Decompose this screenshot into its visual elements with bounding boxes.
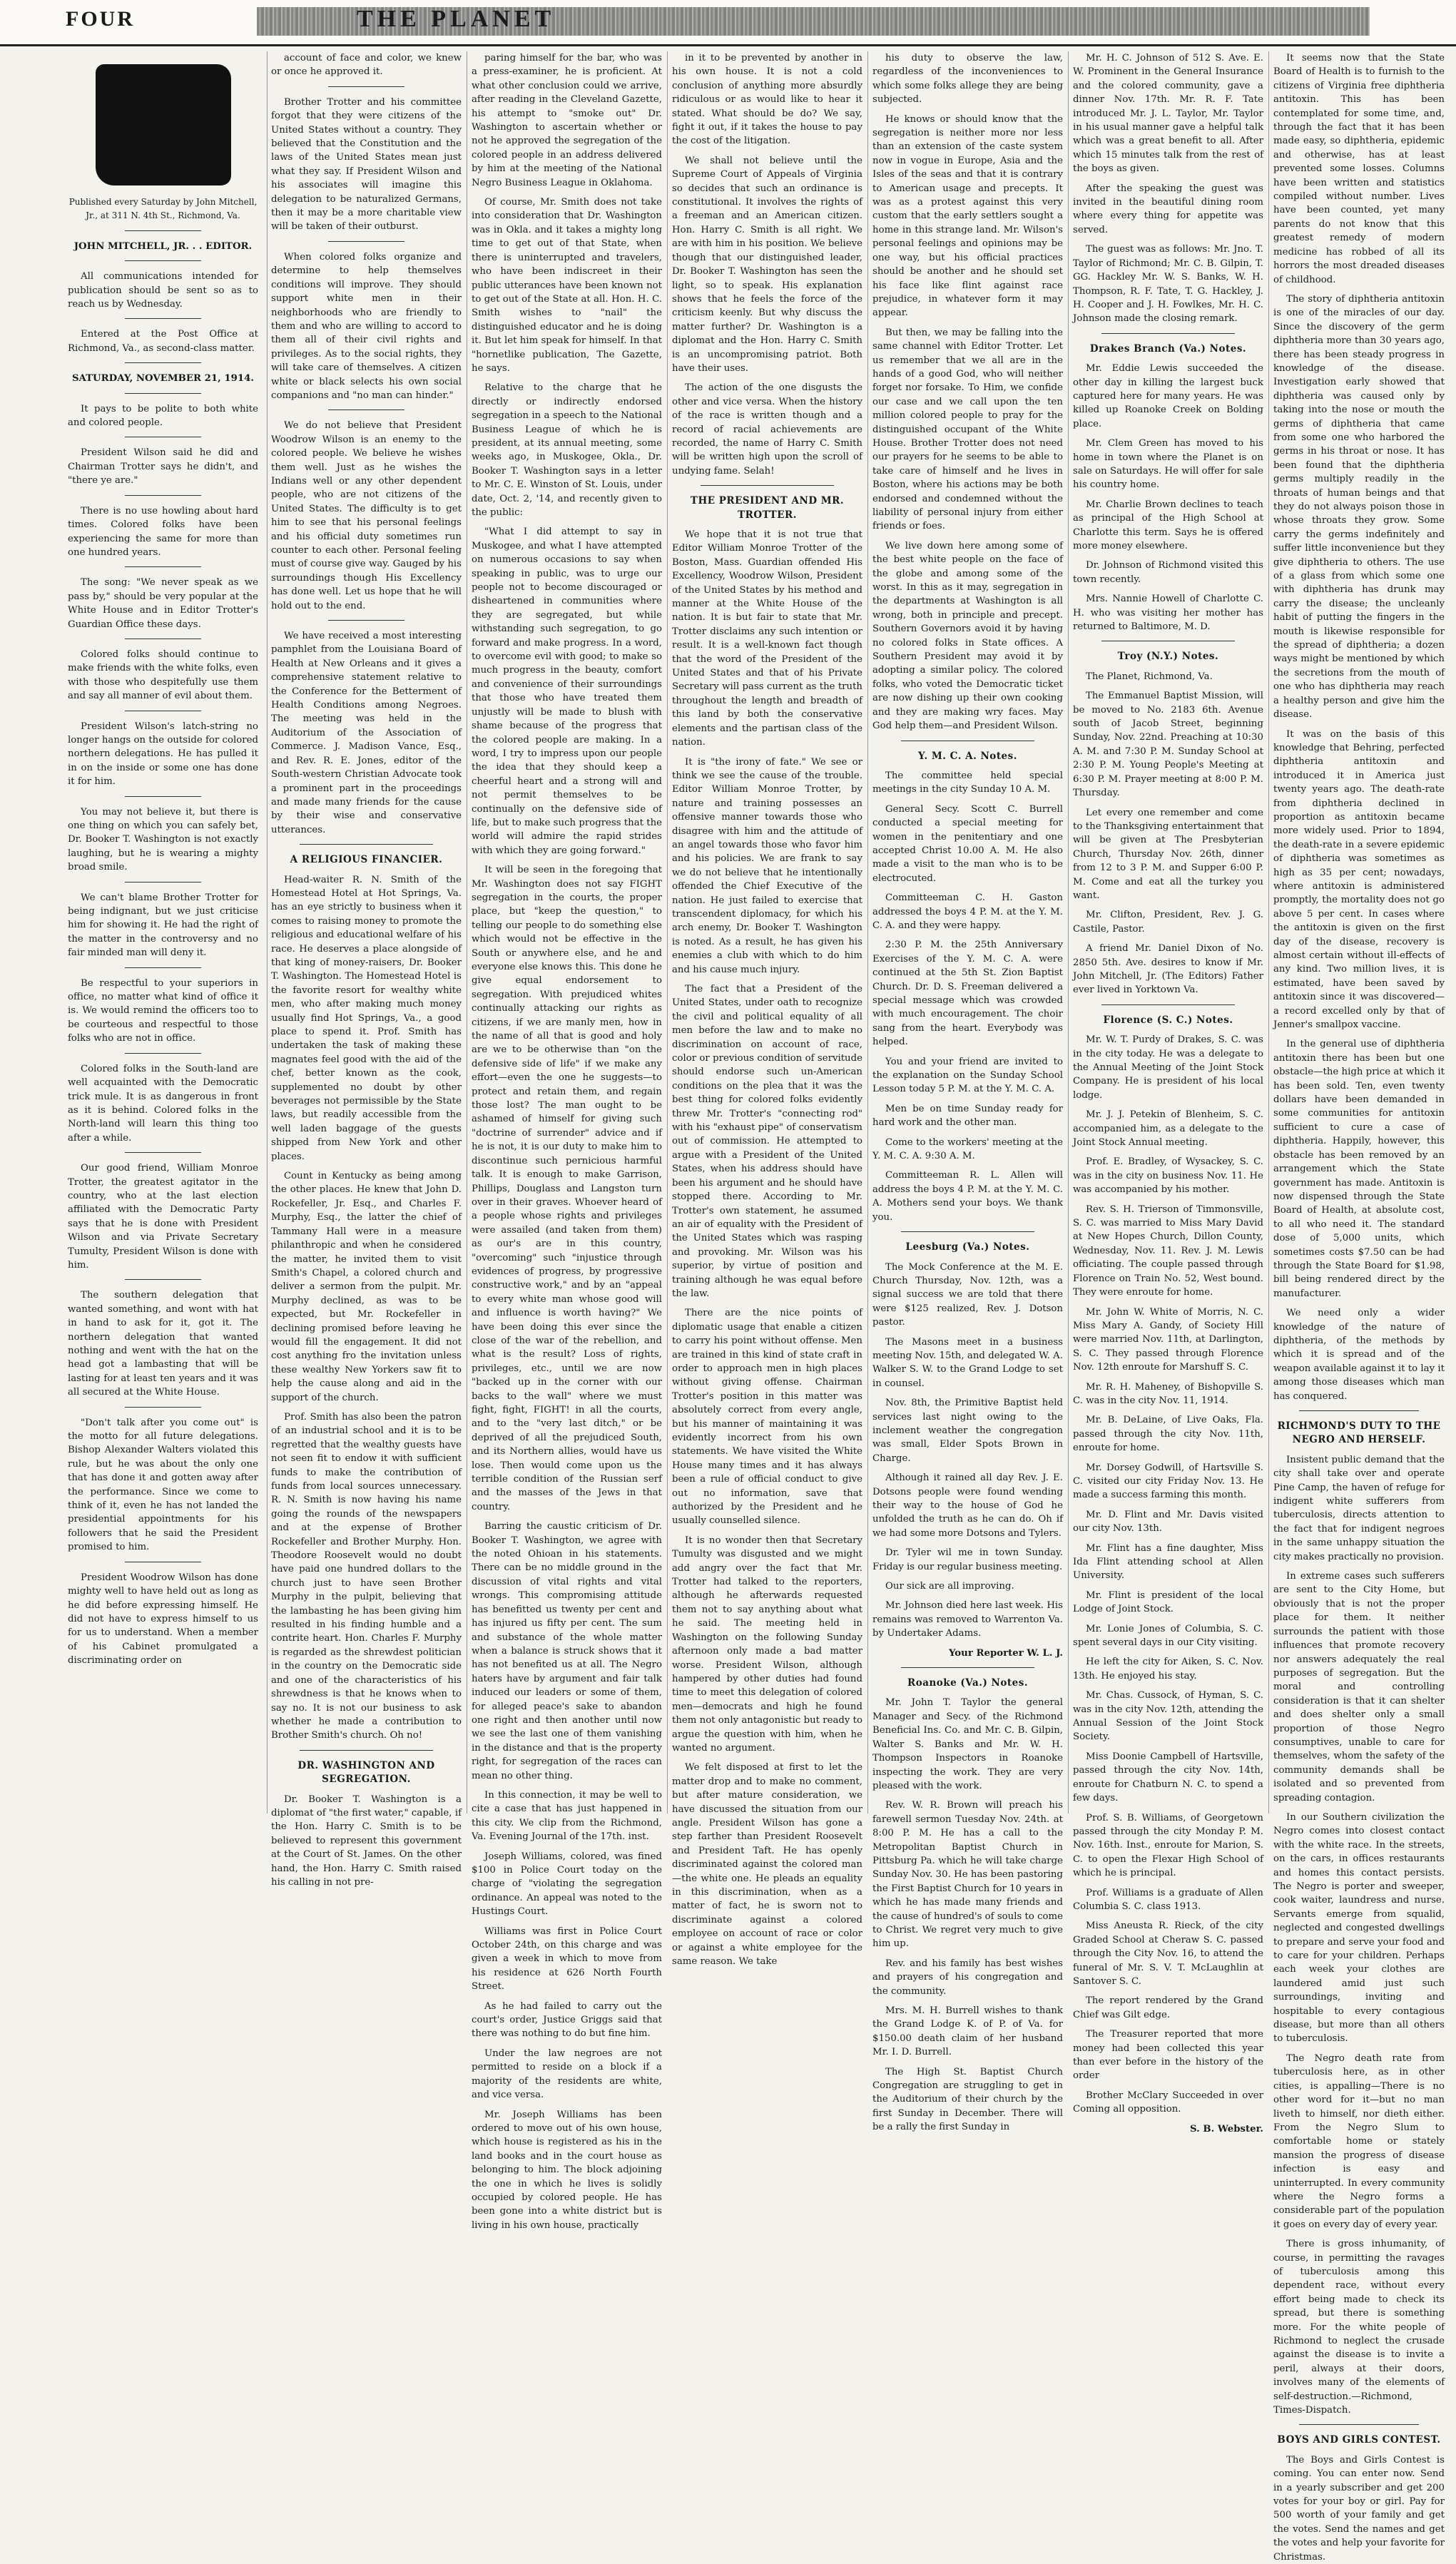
paragraph: We have received a most interesting pamphlet from the Louisiana Board of Health at New Orleans and it gives a comprehensive statement relative to the Conference for the Betterment of Health Conditions among Negroes. The meeting was held in the Auditorium of the Association of Commerce. J. Madison Vance, Esq., and Rev. R. E. Jones, editor of the South-western Christian Advocate took a prominent part in the proceedings and made many friends for the cause by their wise and conservative utterances.: [271, 631, 462, 835]
paragraph: The High St. Baptist Church Congregation are struggling to get in the Auditorium of their church by the first Sunday in December. There will be a rally the first Sunday in: [872, 2066, 1063, 2133]
divider: [328, 620, 404, 621]
paragraph: The story of diphtheria antitoxin is one of the miracles of our day. Since the discovery of the germ diphtheria more than 30 years ago, there has been steady progress in knowledge of the disease. Investigation early showed that diphtheria was caused only by taking into the nose or mouth the germs of diphtheria that came from some one who harbored the germs in his throat or nose. It has been found that the diphtheria germs multiply readily in the throats of human beings and that they do not always poison those in whose throats they grow. Some carry the germs indefinitely and suffer little inconvenience but they give diphtheria to others. The use of a glass from which some one with diphtheria has drunk may carry the disease; the uncleanly habit of putting the fingers in the mouth is likewise responsible for the spread of diphtheria; a dozen ways might be mentioned by which the secretions from the mouth of one who has diphtheria may reach a healthy person and give him the disease.: [1273, 293, 1445, 721]
paragraph: President Wilson said he did and Chairman Trotter says he didn't, and "there ye are.": [68, 447, 258, 487]
paragraph: Men be on time Sunday ready for hard work and the other man.: [872, 1103, 1063, 1129]
masthead-ink-blot: [96, 64, 231, 185]
paragraph: Come to the workers' meeting at the Y. M. C. A. 9:30 A. M.: [872, 1136, 1063, 1162]
paragraph: Barring the caustic criticism of Dr. Booker T. Washington, we agree with the noted Ohioan in his statements. There can be no middle ground in the discussion of vital rights and vital wrongs. This compromising attitude has benefitted us twenty per cent and has injured us fifty per cent. The sum and substance of the whole matter when a balance is struck shows that it has not benefited us at all. The Negro haters have by argument and fair talk induced our leaders or some of them, for alleged peace's sake to abandon one right and then another until now we see the last one of them vanishing in the distance and that is the property right, for segregation of the races can mean no other thing.: [472, 1521, 662, 1781]
article-heading: Drakes Branch (Va.) Notes.: [1089, 342, 1247, 355]
paragraph: We felt disposed at first to let the matter drop and to make no comment, but after mature consideration, we have discussed the situation from our angle. President Wilson has gone a step farther than President Roosevelt and President Taft. He has openly discriminated against the colored man—the white one. He pleads an equality in this discrimination, when as a matter of fact, he is sworn not to discriminate against a colored employee on account of race or color or against a white employee for the same reason. We take: [672, 1762, 862, 1968]
editor-line: JOHN MITCHELL, JR. . . EDITOR.: [73, 240, 253, 252]
divider: [125, 1407, 201, 1408]
paragraph: The guest was as follows: Mr. Jno. T. Taylor of Richmond; Mr. C. B. Gilpin, T. GG. Hackley Mr. W. S. Banks, W. H. Thompson, R. F. Tate, T. G. Hackley, J. H. Cooper and J. H. Fowlkes, Mr. H. C. Johnson made the closing remark.: [1073, 244, 1263, 325]
paragraph: "Don't talk after you come out" is the motto for all future delegations. Bishop Alexander Walters violated this rule, but he was about the only one that has done it and gotten away after the performance. Since we come to think of it, even he has not landed the presidential appointments for his followers that he said the President promised to him.: [68, 1417, 258, 1553]
paragraph: In extreme cases such sufferers are sent to the City Home, but obviously that is not the proper place for them. It neither surrounds the patient with those influences that promote recovery nor answers adequately the real purposes of segregation. But the moral and controlling consideration is that it can shelter and does shelter only a small proportion of those Negro consumptives, unable to care for themselves, whom the safety of the community demands shall be isolated and so prevented from spreading contagion.: [1273, 1571, 1445, 1804]
divider: [901, 1667, 1034, 1668]
paragraph: In the general use of diphtheria antitoxin there has been but one obstacle—the high price at which it has been sold. Ten, even twenty dollars have been demanded in some communities for antitoxin sufficient to cure a case of diphtheria. Happily, however, this obstacle has been removed by an arrangement which the State government has made. Antitoxin is now dispensed through the State Board of Health, at absolute cost, to all who need it. The standard dose of 5,000 units, which sometimes costs $7.50 can be had through the State Board for $1.98, bill being rendered direct by the manufacturer.: [1273, 1039, 1445, 1299]
paragraph: Insistent public demand that the city shall take over and operate Pine Camp, the haven of refuge for indigent white sufferers from tuberculosis, directs attention to the fact that for indigent negroes in the same unhappy situation the city makes practically no provision.: [1273, 1454, 1445, 1562]
paragraph: Colored folks should continue to make friends with the white folks, even with those who despitefully use them and say all manner of evil about them.: [68, 648, 258, 702]
paragraph: Committeeman C. H. Gaston addressed the boys 4 P. M. at the Y. M. C. A. and they were happy.: [872, 892, 1063, 931]
paragraph: Rev. W. R. Brown will preach his farewell sermon Tuesday Nov. 24th. at 8:00 P. M. He has a call to the Metropolitan Baptist Church in Pittsburg Pa. which he will take charge Sunday Nov. 30. He has been pastoring the First Baptist Church for 10 years in which he has made many friends and the cause of hundred's of souls to come to Christ. We regret very much to give him up.: [872, 1800, 1064, 1950]
paragraph: Mr. R. H. Maheney, of Bishopville S. C. was in the city Nov. 11, 1914.: [1073, 1381, 1263, 1406]
article-heading: Leesburg (Va.) Notes.: [905, 1241, 1030, 1253]
entered-line: Entered at the Post Office at Richmond, Va., as second-class matter.: [68, 329, 258, 354]
publisher-line: Published every Saturday by John Mitchell, Jr., at 311 N. 4th St., Richmond, Va.: [68, 197, 258, 221]
paragraph: Prof. Williams is a graduate of Allen Columbia S. C. class 1913.: [1073, 1887, 1263, 1912]
paragraph: Dr. Booker T. Washington is a diplomat of "the first water," capable, if the Hon. Harry C. Smith is to be believed to represent this government at the Court of St. James. On the other hand, the Hon. Harry C. Smith raised his calling in not pre-: [271, 1794, 462, 1888]
divider: [901, 1231, 1034, 1232]
divider: [125, 796, 201, 797]
signature: Your Reporter W. L. J.: [948, 1647, 1063, 1659]
divider: [125, 393, 201, 394]
paragraph: The Boys and Girls Contest is coming. You can enter now. Send in a yearly subscriber and get 200 votes for your boy or girl. Pay for 500 worth of your family and get the votes. Send the names and get the votes and help your favorite for Christmas.: [1273, 2454, 1445, 2563]
paragraph: In this connection, it may be well to cite a case that has just happened in this city. We clip from the Richmond, Va. Evening Journal of the 17th. inst.: [472, 1789, 662, 1843]
paragraph: The fact that a President of the United States, under oath to recognize the civil and political equality of all men before the law and to make no discrimination on account of race, color or previous condition of servitude should endorse such un-American conditions on the plea that it was the best thing for colored folks evidently threw Mr. Trotter's "connecting rod" with his "exhaust pipe" of conservatism out of commission. He attempted to argue with a President of the United States, when his address should have been his argument and he should have stopped there. According to Mr. Trotter's own statement, he assumed an air of equality with the President of the United States which was rasping and provoking. Mr. Wilson was his superior, by virtue of position and training although he was equal before the law.: [672, 984, 862, 1299]
paragraph: in it to be prevented by another in his own house. It is not a cold conclusion of anything more absurdly ridiculous or as would like to hear it stated. What should be do? We say, fight it out, if it takes the house to pay the cost of the litigation.: [672, 53, 862, 147]
divider: [125, 260, 201, 261]
paragraph: "What I did attempt to say in Muskogee, and what I have attempted on numerous occasions to say when speaking in public, was to urge our people not to become discouraged or disheartened in communities where they are segregated, but while withstanding such segregation, to go forward and make progress. In a word, to overcome evil with good; to make so much progress in the beauty, comfort and convenience of their surroundings that those who have treated them unjustly will be made to blush with shame because of the progress that the colored people are making. In a word, I try to impress upon our people the idea that they should keep a cheerful heart and a strong will and not permit themselves to be continually on the defensive side of life, but to make such progress that the world will admire the rapid strides with which they are going forward.": [472, 526, 662, 856]
paragraph: Brother McClary Succeeded in over Coming all opposition.: [1073, 2090, 1263, 2115]
paragraph: Rev. S. H. Trierson of Timmonsville, S. C. was married to Miss Mary David at New Hopes Church, Dillon County, Wednesday, Nov. 11. Rev. J. M. Lewis officiating. The couple passed through Florence on Train No. 52, West bound. They were enroute for home.: [1073, 1204, 1263, 1298]
paragraph: But then, we may be falling into the same channel with Editor Trotter. Let us remember that we all are in the hands of a good God, who will neither forget nor forsake. To Him, we confide our case and we call upon the ten million colored people to pray for the distinguished occupant of the White House. Brother Trotter does not need our prayers for he seems to be able to take care of himself and he lives in Boston, where his actions may be both endorsed and condemned without the liability of personal injury from either friends or foes.: [872, 327, 1063, 532]
paragraph: There is no use howling about hard times. Colored folks have been experiencing the same for more than one hundred years.: [68, 505, 258, 558]
paragraph: Rev. and his family has best wishes and prayers of his congregation and the community.: [872, 1958, 1063, 1997]
paragraph: Mr. Clifton, President, Rev. J. G. Castile, Pastor.: [1073, 910, 1263, 935]
paragraph: When colored folks organize and determine to help themselves conditions will improve. They should support white men in their neighborhoods who are friendly to them and who are willing to accord to them all of their civil rights and privileges. As to the social rights, they will take care of themselves. A citizen white or black selects his own social companions and "no man can hinder.": [271, 251, 462, 401]
paragraph: Committeeman R. L. Allen will address the boys 4 P. M. at the Y. M. C. A. Mothers send your boys. We thank you.: [872, 1170, 1063, 1223]
column-divider: [667, 51, 668, 1813]
divider: [1299, 2424, 1419, 2425]
article-heading: THE PRESIDENT AND MR. TROTTER.: [690, 495, 845, 521]
paragraph: There is gross inhumanity, of course, in permitting the ravages of tuberculosis among this dependent race, without every effort being made to check its spread, but there is something more. For the white people of Richmond to neglect the crusade against the disease is to invite a peril, always at their doors, involves many of the elements of self-destruction.—Richmond, Times-Dispatch.: [1273, 2239, 1445, 2416]
divider: [125, 566, 201, 567]
paragraph: Brother Trotter and his committee forgot that they were citizens of the United States without a country. They believed that the Constitution and the laws of the United States mean just what they say. If President Wilson and his associates will imagine this delegation to be naturalized Germans, then it may be a more charitable view will be taken of their outburst.: [271, 96, 462, 233]
divider: [1299, 1410, 1419, 1411]
paragraph: Mrs. M. H. Burrell wishes to thank the Grand Lodge K. of P. of Va. for $150.00 death claim of her husband Mr. I. D. Burrell.: [872, 2005, 1063, 2058]
paragraph: You may not believe it, but there is one thing on which you can safely bet, Dr. Booker T. Washington is not exactly laughing, but he is wearing a mighty broad smile.: [68, 806, 258, 873]
paragraph: The southern delegation that wanted something, and wont with hat in hand to ask for it, got it. The northern delegation that wanted nothing and went with the hat on the head got a lambasting that will be lasting for at least ten years and it was all secured at the White House.: [68, 1290, 258, 1398]
paragraph: Head-waiter R. N. Smith of the Homestead Hotel at Hot Springs, Va. has an eye strictly to business when it comes to raising money to promote the religious and educational welfare of his race. He deserves a place alongside of that king of money-raisers, Dr. Booker T. Washington. The Homestead Hotel is the favorite resort for wealthy white men, who after making much money usually find Hot Springs, Va., a good place to spend it. Prof. Smith has undertaken the task of making these magnates feel good with the aid of the chef, better known as the cook, supplemented no doubt by other beverages not permissible by the State laws, but readily accessible from the well laden baggage of the guests shipped from New York and other places.: [271, 874, 462, 1162]
newspaper-name: THE PLANET: [357, 6, 556, 32]
paragraph: Dr. Tyler wil me in town Sunday. Friday is our regular business meeting.: [872, 1547, 1063, 1572]
paragraph: The Emmanuel Baptist Mission, will be moved to No. 2183 6th. Avenue south of Jacob Street, beginning Sunday, Nov. 22nd. Preaching at 10:30 A. M. and 7:30 P. M. Sunday School at 2:30 P. M. Young People's Meeting at 6:30 P. M. Prayer meeting at 8:00 P. M. Thursday.: [1073, 691, 1263, 799]
column-divider: [1268, 51, 1269, 1813]
column-divider: [267, 51, 268, 1813]
paragraph: General Secy. Scott C. Burrell conducted a special meeting for women in the penitentiary and one accepted Christ 10.00 A. M. He also made a visit to the man who is to be electrocuted.: [872, 803, 1063, 884]
column-6: [1073, 51, 1263, 2135]
paragraph: After the speaking the guest was invited in the beautiful dining room where every thing for appetite was served.: [1073, 183, 1263, 235]
paragraph: In our Southern civilization the Negro comes into closest contact with the white race. In the streets, on the cars, in offices restaurants and homes this contact persists. The Negro is porter and sweeper, cook waiter, laundress and nurse. Servants emerge from squalid, neglected and congested dwellings to prepare and serve your food and to care for your children. Perhaps each week your clothes are laundered amid just such surroundings, inviting and hospitable to every contagious disease, but more than all others to tuberculosis.: [1273, 1811, 1445, 2045]
paragraph: Mr. Charlie Brown declines to teach as principal of the High School at Charlotte this term. Says he is offered more money elsewhere.: [1073, 499, 1263, 551]
paragraph: Nov. 8th, the Primitive Baptist held services last night owing to the inclement weather the congregation was small, Elder Spots Brown in Charge.: [872, 1398, 1063, 1464]
paragraph: You and your friend are invited to the explanation on the Sunday School Lesson today 5 P. M. at the Y. M. C. A.: [872, 1056, 1063, 1095]
article-heading: Florence (S. C.) Notes.: [1103, 1014, 1233, 1026]
paragraph: Although it rained all day Rev. J. E. Dotsons people were found wending their way to the house of God he unfolded the truth as he can do. Oh if we had some more Dotsons and Tylers.: [872, 1472, 1063, 1539]
paragraph: The committee held special meetings in the city Sunday 10 A. M.: [872, 770, 1063, 795]
paragraph: We hope that it is not true that Editor William Monroe Trotter of the Boston, Mass. Guardian offended His Excellency, Woodrow Wilson, President of the United States by his method and manner at the White House of the nation. It is but fair to state that Mr. Trotter disclaims any such intention or result. It is a well-known fact though that the word of the President of the United States and that of his Private Secretary will pass current as the truth throughout the length and breadth of this land by both the conservative elements and the partisan class of the nation.: [672, 529, 862, 748]
paragraph: Mr. W. T. Purdy of Drakes, S. C. was in the city today. He was a delegate to the Annual Meeting of the Joint Stock Company. He is president of his local lodge.: [1073, 1034, 1263, 1101]
paragraph: The Negro death rate from tuberculosis here, as in other cities, is appalling—There is no other word for it—but no man liveth to himself, nor dieth either. From the Negro Slum to comfortable home or stately mansion the progress of disease infection is easy and uninterrupted. In every community where the Negro forms a considerable part of the population it goes on every day of every year.: [1273, 2052, 1445, 2230]
paragraph: Mr. Eddie Lewis succeeded the other day in killing the largest buck captured here for many years. He was killed up Roanoke Creek on Bolding place.: [1073, 363, 1263, 429]
divider: [300, 1750, 433, 1751]
paragraph: Mrs. Nannie Howell of Charlotte C. H. who was visiting her mother has returned to Baltimore, M. D.: [1073, 594, 1263, 633]
article-heading: A RELIGIOUS FINANCIER.: [290, 854, 443, 866]
paragraph: A friend Mr. Daniel Dixon of No. 2850 5th. Ave. desires to know if Mr. John Mitchell, Jr. (The Editors) Father ever lived in Yorktown Va.: [1073, 943, 1263, 996]
article-heading: Troy (N.Y.) Notes.: [1117, 651, 1219, 663]
paragraph: There are the nice points of diplomatic usage that enable a citizen to carry his point without offense. Men are trained in this kind of state craft in order to approach men in high places without giving offense. Chairman Trotter's position in this matter was absolutely correct from every angle, but his manner of maintaining it was evidently incorrect from his own statements. We have visited the White House many times and it has always been a rule of official conduct to give out no information, save that authorized by the President and he usually counselled silence.: [672, 1308, 862, 1527]
paragraph: Prof. S. B. Williams, of Georgetown passed through the city Monday P. M. Nov. 16th. Inst., enroute for Marion, S. C. to open the Flexar High School of which he is principal.: [1073, 1812, 1263, 1879]
paragraph: It pays to be polite to both white and colored people.: [68, 403, 258, 429]
paragraph: It is no wonder then that Secretary Tumulty was disgusted and we might add angry over the fact that Mr. Trotter had talked to the reporters, although he afterwards requested them not to say anything about what he said. The meeting held in Washington on the following Sunday afternoon only made a bad matter worse. President Wilson, although hampered by other duties had found time to meet this delegation of colored men—democrats and high he found them not only antagonistic but ready to argue the question with him, when he wanted no argument.: [672, 1535, 862, 1754]
paragraph: Our good friend, William Monroe Trotter, the greatest agitator in the country, who at the last election affiliated with the Democratic Party says that he is done with President Wilson and via Private Secretary Tumulty, President Wilson is done with him.: [68, 1163, 258, 1271]
article-heading: BOYS AND GIRLS CONTEST.: [1277, 2434, 1441, 2446]
article-heading: Y. M. C. A. Notes.: [918, 750, 1017, 762]
divider: [125, 362, 201, 363]
paragraph: Mr. H. C. Johnson of 512 S. Ave. E. W. Prominent in the General Insurance and the colored community, gave a dinner Nov. 17th. Mr. R. F. Tate introduced Mr. J. L. Taylor, Mr. Taylor in his usual manner gave a helpful talk which was a great benefit to all. After which 15 minutes talk from the rest of the boys as given.: [1073, 53, 1263, 175]
paragraph: Miss Doonie Campbell of Hartsville, passed through the city Nov. 14th, enroute for Chatburn N. C. to spend a few days.: [1073, 1751, 1263, 1804]
article-heading: Roanoke (Va.) Notes.: [907, 1677, 1029, 1689]
paragraph: The Masons meet in a business meeting Nov. 15th, and delegated W. A. Walker S. W. to the Grand Lodge to set in counsel.: [872, 1336, 1063, 1389]
paragraph: Our sick are all improving.: [885, 1581, 1014, 1592]
paragraph: Mr. D. Flint and Mr. Davis visited our city Nov. 13th.: [1073, 1509, 1263, 1535]
issue-date: SATURDAY, NOVEMBER 21, 1914.: [71, 373, 255, 385]
divider: [125, 1152, 201, 1153]
paragraph: Colored folks in the South-land are well acquainted with the Democratic trick mule. It is as dangerous in front as it is behind. Colored folks in the North-land will learn this thing too after a while.: [68, 1063, 258, 1144]
paragraph: his duty to observe the law, regardless of the inconveniences to which some folks allege they are being subjected.: [872, 53, 1063, 106]
paragraph: Prof. E. Bradley, of Wysackey, S. C. was in the city on business Nov. 11. He was accompanied by his mother.: [1073, 1156, 1263, 1196]
paragraph: We need only a wider knowledge of the nature of diphtheria, of the methods by which it is spread and of the weapon available against it to lay it among those diseases which man has conquered.: [1273, 1308, 1445, 1402]
divider: [328, 409, 404, 410]
divider: [125, 495, 201, 496]
paragraph: Prof. Smith has also been the patron of an industrial school and it is to be regretted that the wealthy guests have not seen fit to endow it with sufficient funds to make the contribution of funds from local sources unnecessary. R. N. Smith is now having his name going the rounds of the newspapers and at the expense of Brother Rockefeller and Brother Murphy. Hon. Theodore Roosevelt would no doubt have paid one hundred dollars to the church just to have seen Brother Murphy in the pulpit, believing that the lambasting he has been giving him resulted in his finding humble and a contrite heart. Hon. Charles F. Murphy is regarded as the shrewdest politician in the country on the Democratic side and one of the characteristics of his shrewdness is that he knows when to say no. It is not our business to ask whether he made a contribution to Brother Smith's church. Oh no!: [271, 1411, 462, 1741]
article-heading: RICHMOND'S DUTY TO THE NEGRO AND HERSELF.: [1277, 1420, 1441, 1446]
paragraph: Mr. Flint has a fine daughter, Miss Ida Flint attending school at Allen University.: [1073, 1542, 1263, 1582]
column-7: [1273, 51, 1445, 2563]
paragraph: President Woodrow Wilson has done mighty well to have held out as long as he did before expressing himself. He did not have to express himself to us for us to understand. When a member of his Cabinet promulgated a discriminating order on: [68, 1572, 258, 1667]
paragraph: Be respectful to your superiors in office, no matter what kind of office it is. We would remind the officers too to be courteous and respectful to those folks who are not in office.: [68, 977, 258, 1044]
column-divider: [867, 51, 868, 1813]
paragraph: Under the law negroes are not permitted to reside on a block if a majority of the residents are white, and vice versa.: [472, 2047, 662, 2101]
paragraph: Williams was first in Police Court October 24th, on this charge and was given a week in which to move from his residence at 626 North Fourth Street.: [472, 1925, 662, 1993]
divider: [328, 241, 404, 242]
paragraph: We do not believe that President Woodrow Wilson is an enemy to the colored people. We believe he wishes them well. Just as he wishes the Indians well or any other dependent people, who are not citizens of the United States. The difficulty is to get him to see that his personal feelings and his official duty sometimes run counter to each other. Personal feeling must of course give way. Gauged by his surroundings though His Excellency has done well. Let us hope that he will hold out to the end.: [271, 420, 462, 611]
paragraph: It is "the irony of fate." We see or think we see the cause of the trouble. Editor William Monroe Trotter, by nature and training possesses an offensive manner towards those who disagree with him and the attitude of an angel towards those who favor him and his policies. We are frank to say we do not believe that he intentionally offended the Chief Executive of the nation. He just failed to exercise that transcendent diplomacy, for which his arch enemy, Dr. Booker T. Washington is noted. As a result, he has given his enemies a club with which to do him and his cause much injury.: [672, 756, 862, 975]
paragraph: Mr. Lonie Jones of Columbia, S. C. spent several days in our City visiting.: [1073, 1623, 1263, 1649]
divider: [328, 86, 404, 87]
paragraph: The action of the one disgusts the other and vice versa. When the history of the race is written though and a record of racial achievements are recorded, the name of Harry C. Smith will be written high upon the scroll of undying fame. Selah!: [672, 382, 862, 477]
paragraph: Mr. Chas. Cussock, of Hyman, S. C. was in the city Nov. 12th, attending the Annual Session of the Joint Stock Society.: [1073, 1690, 1263, 1743]
paragraph: We shall not believe until the Supreme Court of Appeals of Virginia so decides that such an ordinance is constitutional. It involves the rights of a freeman and an American citizen. Hon. Harry C. Smith is all right. We are with him in his position. We believe though that our distinguished leader, Dr. Booker T. Washington has seen the light, so to speak. His explanation shows that he feels the force of the criticism keenly. But why discuss the matter further? Dr. Washington is a diplomat and the Hon. Harry C. Smith is an uncompromising patriot. Both have their uses.: [672, 155, 862, 374]
article-heading: DR. WASHINGTON AND SEGREGATION.: [297, 1759, 435, 1786]
divider: [125, 1053, 201, 1054]
paragraph: Of course, Mr. Smith does not take into consideration that Dr. Washington was in Okla. and it takes a mighty long time to get out of that State, when there is uninterrupted and travelers, who have been indiscreet in their public utterances have been known not to get out of the State at all. Hon. H. C. Smith wishes to "nail" the distinguished educator and he is doing it. But let him speak for himself. In that "hornetlike publication, The Gazette, he says.: [472, 197, 662, 374]
paragraph: The Mock Conference at the M. E. Church Thursday, Nov. 12th, was a signal success we are told that there were $125 realized, Rev. J. Dotson pastor.: [872, 1261, 1063, 1328]
divider: [1101, 1004, 1235, 1005]
paragraph: Joseph Williams, colored, was fined $100 in Police Court today on the charge of "violating the segregation ordinance. An appeal was noted to the Hustings Court.: [472, 1851, 662, 1918]
paragraph: paring himself for the bar, who was a press-examiner, he is proficient. At what other conclusion could we arrive, after reading in the Cleveland Gazette, his attempt to "smoke out" Dr. Washington to ascertain whether or not he approved the segregation of the colored people in an address delivered by him at the meeting of the National Negro Business League in Oklahoma.: [472, 53, 662, 188]
column-divider: [1068, 51, 1069, 1813]
paragraph: Mr. John T. Taylor the general Manager and Secy. of the Richmond Beneficial Ins. Co. and Mr. C. B. Gilpin, Walter S. Banks and Mr. W. H. Thompson Inspectors in Roanoke inspecting the work. They are very pleased with the work.: [872, 1697, 1063, 1791]
paragraph: President Wilson's latch-string no longer hangs on the outside for colored northern delegations. He has pulled it in on the inside or some one has done it for him.: [68, 721, 258, 788]
paragraph: Mr. Flint is president of the local Lodge of Joint Stock.: [1073, 1589, 1263, 1615]
paragraph: Mr. J. J. Petekin of Blenheim, S. C. accompanied him, as a delegate to the Joint Stock Annual meeting.: [1073, 1109, 1263, 1149]
paragraph: We can't blame Brother Trotter for being indignant, but we just criticise him for showing it. He had the right of the matter in the controversy and no fair minded man will deny it.: [68, 892, 258, 959]
paragraph: It seems now that the State Board of Health is to furnish to the citizens of Virginia free diphtheria antitoxin. This has been contemplated for some time, and, through the fact that it has been made easy, so diphtheria, epidemic and otherwise, has at least prevented some losses. Columns have been written and statistics compiled without number. Lives have been counted, yet many parents do not know that this greatest remedy of modern medicine has robbed of all its horrors the most dreaded diseases of childhood.: [1273, 53, 1445, 285]
paragraph: Count in Kentucky as being among the other places. He knew that John D. Rockefeller, Jr. Esq., and Charles F. Murphy, Esq., the latter the chief of Tammany Hall were in a measure philanthropic and when he considered the matter, he invited them to visit Smith's Chapel, a colored church and deliver a sermon from the pulpit. Mr. Murphy declined, as was to be expected, but Mr. Rockefeller in declining promised before leaving he would fill the engagement. It did not cost anything fro the invitation unless these wealthy New Yorkers saw fit to help the cause along and aid in the support of the church.: [271, 1171, 462, 1403]
divider: [125, 230, 201, 231]
notice: All communications intended for publication should be sent so as to reach us by Wednesday.: [68, 271, 258, 310]
paragraph: Dr. Johnson of Richmond visited this town recently.: [1073, 560, 1263, 585]
paragraph: It was on the basis of this knowledge that Behring, perfected diphtheria antitoxin and introduced it in America just twenty years ago. The death-rate from diphtheria declined in proportion as antitoxin became more widely used. Prior to 1894, the death-rate in a severe epidemic of diphtheria was sometimes as high as 35 per cent; nowadays, where antitoxin is administered promptly, the mortality does not go above 5 per cent. In cases where the antitoxin is given on the first day of the disease, recovery is almost certain without ill-effects of any kind. Two million lives, it is estimated, have been saved by antitoxin since it was discovered—a record excelled only by that of Jenner's smallpox vaccine.: [1273, 728, 1445, 1031]
paragraph: He knows or should know that the segregation is neither more nor less than an extension of the caste system now in vogue in Europe, Asia and the Isles of the seas and that it is contrary to American usage and precepts. It was as a protest against this very custom that the early settlers sought a home in this strange land. Mr. Wilson's personal feelings and opinions may be one way, but his official practices should be another and he should set his face like flint against race prejudice, in whatever form it may appear.: [872, 113, 1063, 319]
paragraph: As he had failed to carry out the court's order, Justice Griggs said that there was nothing to do but fine him.: [472, 2000, 662, 2040]
paragraph: Mr. B. DeLaine, of Live Oaks, Fla. passed through the city Nov. 11th, enroute for home.: [1073, 1415, 1263, 1454]
paragraph: account of face and color, we knew or once he approved it.: [271, 53, 462, 78]
paragraph: Mr. Clem Green has moved to his home in town where the Planet is on sale on Saturdays. He will offer for sale his country home.: [1073, 438, 1263, 491]
paragraph: The Treasurer reported that more money had been collected this year than ever before in the history of the order: [1073, 2029, 1263, 2082]
column-2: [271, 51, 462, 1888]
signature: S. B. Webster.: [1190, 2123, 1263, 2135]
paragraph: Relative to the charge that he directly or indirectly endorsed segregation in a speech to the National Business League of which he is president, at its annual meeting, some weeks ago, in Muskogee, Okla., Dr. Booker T. Washington says in a letter to Mr. C. E. Winston of St. Louis, under date, Oct. 2, '14, and recently given to the public:: [472, 382, 662, 518]
paragraph: The song: "We never speak as we pass by," should be very popular at the White House and in Editor Trotter's Guardian Office these days.: [68, 577, 258, 630]
divider: [701, 485, 834, 486]
paragraph: The Planet, Richmond, Va.: [1086, 671, 1213, 682]
paragraph: Miss Aneusta R. Rieck, of the city Graded School at Cheraw S. C. passed through the City Nov. 16, to attend the funeral of Mr. S. V. T. McLaughlin at Santover S. C.: [1073, 1921, 1263, 1987]
divider: [125, 1279, 201, 1280]
paragraph: We live down here among some of the best white people on the face of the globe and among some of the worst. In this as it may, segregation in the departments at Washington is all wrong, both in principle and precept. Southern Governors avoid it by having no colored folks in State offices. A Southern President may avoid it by adopting a similar policy. The colored folks, who voted the Democratic ticket are now dishing up their own cooking and they are making wry faces. May God help them—and President Wilson.: [872, 540, 1063, 732]
column-3: [472, 51, 662, 2231]
paragraph: Let every one remember and come to the Thanksgiving entertainment that will be given at The Presbyterian Church, Thursday Nov. 26th, dinner from 12 to 3 P. M. and Supper 6:00 P. M. Come and eat all the turkey you want.: [1073, 807, 1263, 901]
masthead: [0, 0, 1456, 46]
paragraph: Mr. Johnson died here last week. His remains was removed to Warrenton Va. by Undertaker Adams.: [872, 1600, 1063, 1639]
column-5: [872, 51, 1064, 2133]
column-4: [672, 51, 862, 1968]
paragraph: It will be seen in the foregoing that Mr. Washington does not say FIGHT segregation in the courts, the proper place, but "keep the question," to telling our people to do something else which would not be effective in the South or anywhere else, and he and everyone else knows this. This done he give equal endorsement to segregation. With prejudiced whites continually attacking our rights as citizens, if we are manly men, how in the name of all that is good and holy are we to be otherwise than "on the defensive side of life" if we make any effort—even the one he suggests—to protect and retain them, and regain those lost? The man ought to be ashamed of himself for giving such "doctrine of surrender" advice and if he is not, it is our duty to make him to discontinue such pernicious harmful talk. It is enough to make Garrison, Phillips, Douglass and Langston turn over in their graves. Whoever heard of a people whose rights and privileges were assailed (and taken from them) as our's are in this country, "overcoming" such "injustice through evidences of progress, by progressive constructive work," and by an "appeal to every white man whose good will and influence is worth having?" We have been doing this ever since the close of the war of the rebellion, and what is the result? Loss of rights, privileges, etc., until we are now "backed up in the corner with our backs to the wall" where we must fight, fight, FIGHT! in all the courts, and to the "very last ditch," or be deprived of all the prejudiced South, and its Northern allies, would have us lose. Then would come upon us the terrible condition of the Russian serf and the masses of the Jews in that country.: [472, 865, 662, 1512]
paragraph: Mr. Dorsey Godwill, of Hartsville S. C. visited our city Friday Nov. 13. He made a success farming this month.: [1073, 1462, 1263, 1501]
paragraph: Mr. John W. White of Morris, N. C. Miss Mary A. Gandy, of Society Hill were married Nov. 11th, at Darlington, S. C. They passed through Florence Nov. 12th enroute for Marshuff S. C.: [1073, 1306, 1263, 1373]
divider: [1101, 333, 1235, 334]
divider: [125, 318, 201, 319]
divider: [125, 967, 201, 968]
paragraph: The report rendered by the Grand Chief was Gilt edge.: [1073, 1995, 1263, 2020]
column-1: [68, 51, 258, 1813]
paragraph: 2:30 P. M. the 25th Anniversary Exercises of the Y. M. C. A. were continued at the 5th St. Zion Baptist Church. Dr. D. S. Freeman delivered a special message which was crowded with much encouragement. The choir sang from the heart. Everybody was helped.: [872, 940, 1063, 1048]
paragraph: He left the city for Aiken, S. C. Nov. 13th. He enjoyed his stay.: [1073, 1657, 1263, 1682]
page-number: FOUR: [66, 7, 135, 31]
paragraph: Mr. Joseph Williams has been ordered to move out of his own house, which house is registered as his in the land books and in the court house as belonging to him. The block adjoining the one in which he lives is solidly occupied by colored people. He has been gone into a white district but is living in his own house, practically: [472, 2109, 662, 2231]
divider: [300, 844, 433, 845]
